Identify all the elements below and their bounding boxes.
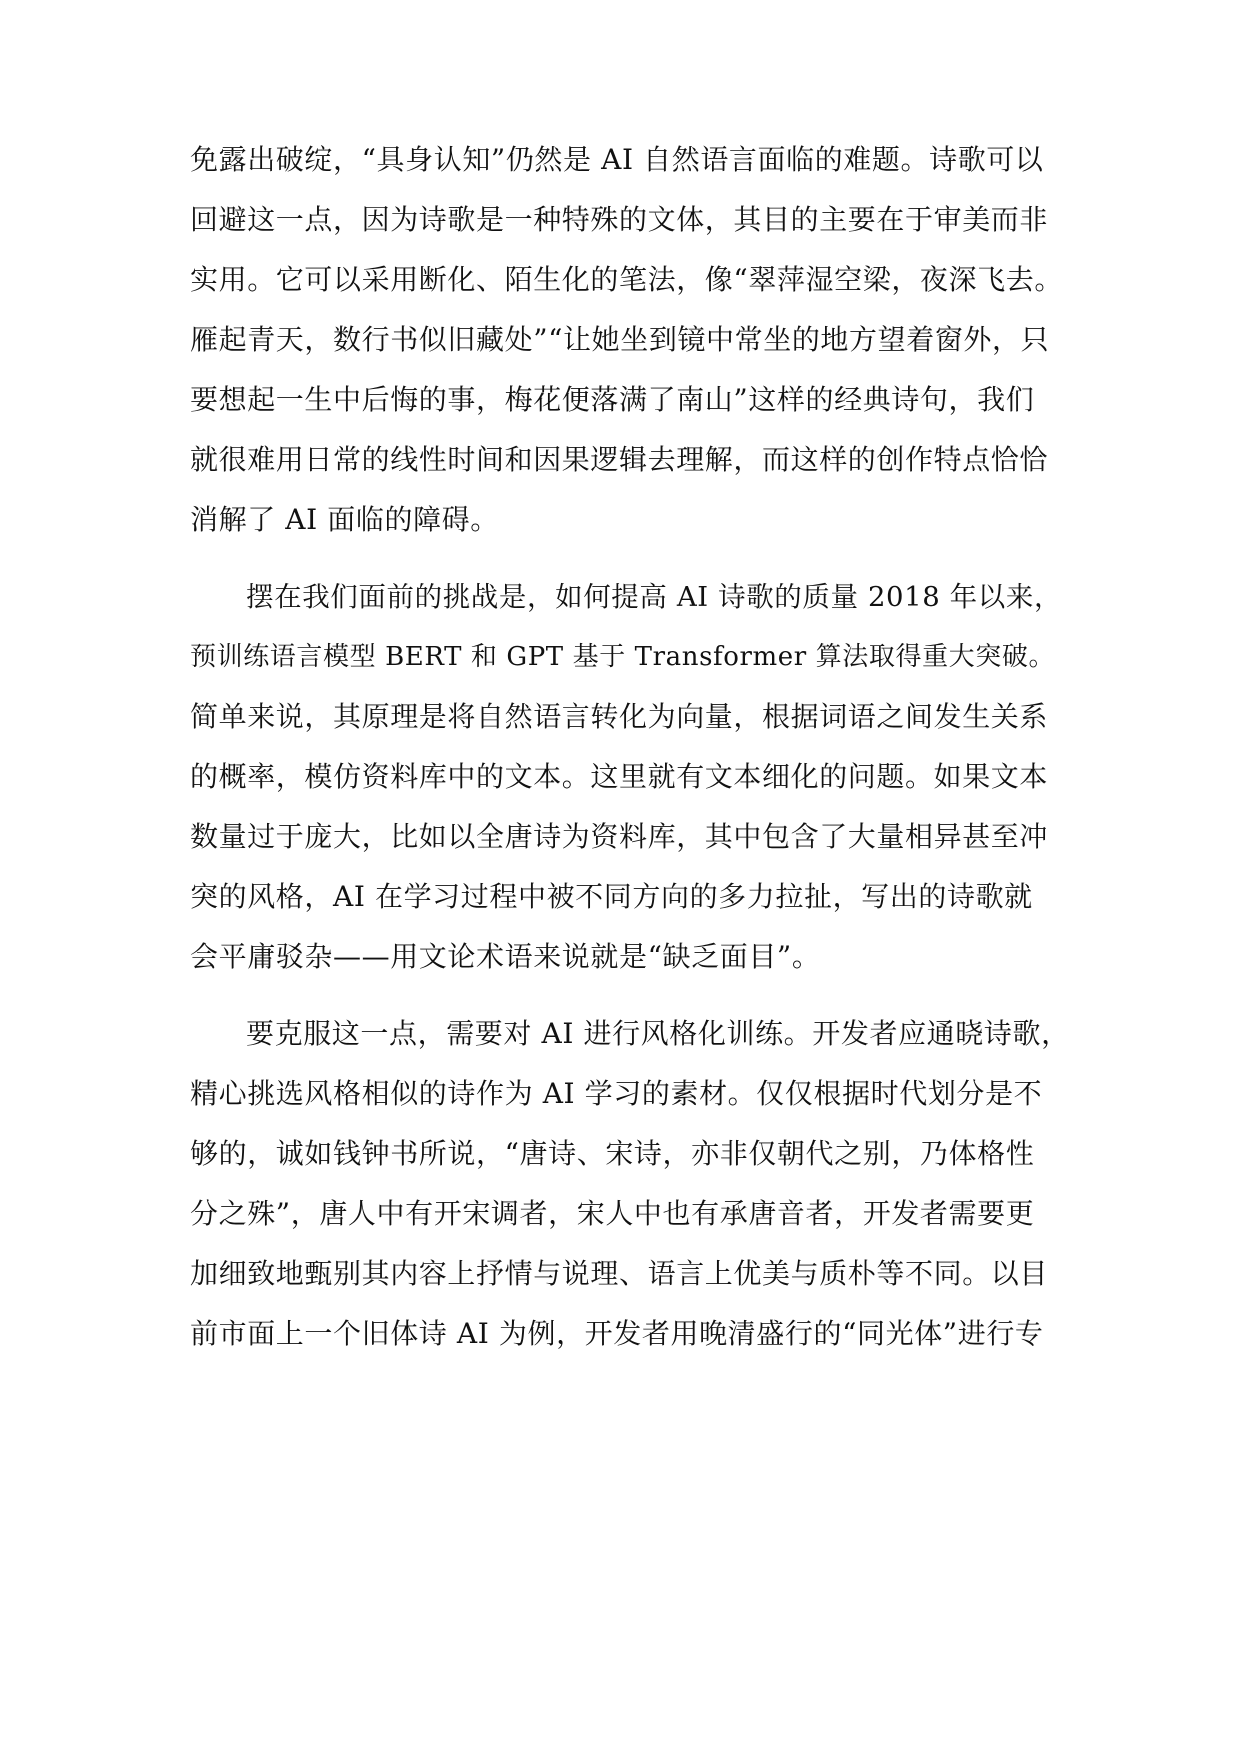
text-line: 雁起青天，数行书似旧藏处”“让她坐到镜中常坐的地方望着窗外，只 bbox=[190, 323, 1050, 356]
text-line: 就很难用日常的线性时间和因果逻辑去理解，而这样的创作特点恰恰 bbox=[190, 443, 1049, 476]
text-line: 前市面上一个旧体诗 AI 为例，开发者用晚清盛行的“同光体”进行专 bbox=[190, 1317, 1044, 1350]
text-line: 消解了 AI 面临的障碍。 bbox=[190, 503, 499, 536]
text-line: 预训练语言模型 BERT 和 GPT 基于 Transformer 算法取得重大突破。 bbox=[190, 642, 1056, 672]
text-line: 回避这一点，因为诗歌是一种特殊的文体，其目的主要在于审美而非 bbox=[190, 203, 1049, 236]
text-line: 要想起一生中后悔的事，梅花便落满了南山”这样的经典诗句，我们 bbox=[190, 383, 1035, 416]
text-line: 会平庸驳杂——用文论术语来说就是“缺乏面目”。 bbox=[190, 940, 821, 973]
text-line: 要克服这一点，需要对 AI 进行风格化训练。开发者应通晓诗歌， bbox=[246, 1017, 1070, 1050]
text-line: 的概率，模仿资料库中的文本。这里就有文本细化的问题。如果文本 bbox=[190, 760, 1049, 793]
text-line: 够的，诚如钱钟书所说，“唐诗、宋诗，亦非仅朝代之别，乃体格性 bbox=[190, 1137, 1035, 1170]
text-line: 突的风格，AI 在学习过程中被不同方向的多力拉扯，写出的诗歌就 bbox=[190, 880, 1033, 913]
text-line: 分之殊”，唐人中有开宋调者，宋人中也有承唐音者，开发者需要更 bbox=[190, 1197, 1035, 1230]
text-line: 精心挑选风格相似的诗作为 AI 学习的素材。仅仅根据时代划分是不 bbox=[190, 1077, 1043, 1110]
text-line: 摆在我们面前的挑战是，如何提高 AI 诗歌的质量 2018 年以来， bbox=[246, 581, 1063, 613]
text-line: 免露出破绽，“具身认知”仍然是 AI 自然语言面临的难题。诗歌可以 bbox=[190, 143, 1044, 176]
text-line: 实用。它可以采用断化、陌生化的笔法，像“翠萍湿空梁，夜深飞去。 bbox=[190, 263, 1063, 296]
text-line: 加细致地甄别其内容上抒情与说理、语言上优美与质朴等不同。以目 bbox=[190, 1257, 1049, 1290]
text-line: 简单来说，其原理是将自然语言转化为向量，根据词语之间发生关系 bbox=[190, 700, 1049, 733]
text-line: 数量过于庞大，比如以全唐诗为资料库，其中包含了大量相异甚至冲 bbox=[190, 820, 1049, 853]
